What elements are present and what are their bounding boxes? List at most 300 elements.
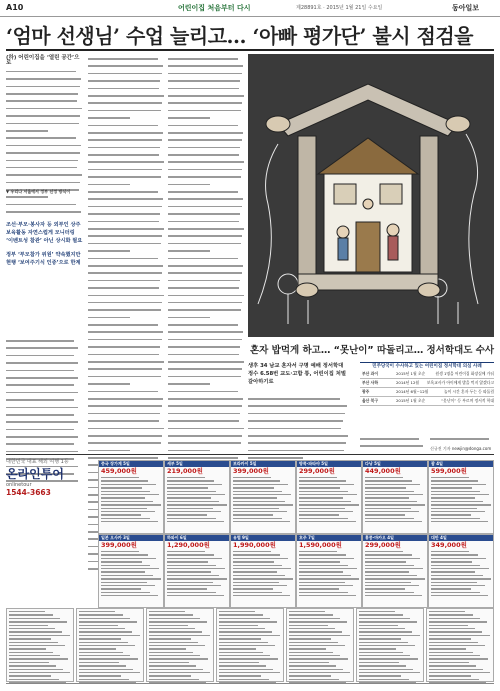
ad-text-line xyxy=(429,675,471,676)
ad-text-line xyxy=(219,635,280,636)
text-line xyxy=(248,442,348,447)
ad-text-line xyxy=(359,672,420,673)
text-line xyxy=(88,213,164,218)
ad-text-line xyxy=(101,511,155,512)
ad-text-line xyxy=(79,631,132,632)
text-line xyxy=(168,258,244,263)
text-line xyxy=(168,302,244,307)
text-line xyxy=(168,324,244,329)
ad-text-line xyxy=(233,585,287,586)
text-line xyxy=(88,139,164,144)
ad-brand-name: 온라인투어 xyxy=(6,467,64,481)
text-line xyxy=(88,280,164,285)
ad-text-line xyxy=(429,635,490,636)
text-line xyxy=(6,174,82,179)
ad-text-line xyxy=(429,614,473,615)
ad-text-line xyxy=(299,588,339,589)
ad-text-line xyxy=(429,672,490,673)
text-line xyxy=(168,287,244,292)
ad-text-line xyxy=(79,642,128,643)
main-headline: ‘엄마 선생님’ 수업 늘리고… ‘아빠 평가단’ 불시 점검을 xyxy=(6,24,473,48)
ad-text-line xyxy=(299,568,357,569)
ad-text-line xyxy=(219,658,278,659)
ad-text-line xyxy=(365,521,422,522)
text-line xyxy=(88,176,164,181)
text-line xyxy=(88,95,164,100)
ad-listing-block[interactable] xyxy=(286,608,354,682)
ad-text-line xyxy=(219,642,268,643)
ad-package[interactable] xyxy=(296,534,362,608)
ad-listing-block[interactable] xyxy=(426,608,494,682)
article-column-2 xyxy=(88,56,164,450)
ad-package-price: 399,000원 xyxy=(233,467,269,475)
ad-package-price: 1,590,000원 xyxy=(299,541,342,549)
ad-listing-block[interactable] xyxy=(6,608,74,682)
text-line xyxy=(6,392,82,397)
ad-text-line xyxy=(219,669,273,670)
table-cell-when: 2015년 1월 초순 xyxy=(396,371,426,376)
ad-text-line xyxy=(9,658,68,659)
text-line xyxy=(88,317,164,322)
ad-text-line xyxy=(233,554,280,555)
ad-text-line xyxy=(233,518,282,519)
text-line xyxy=(88,413,164,418)
ad-package-title: 세부 5일 xyxy=(165,461,229,467)
text-line xyxy=(168,391,244,396)
text-line xyxy=(168,110,244,115)
text-line xyxy=(88,235,164,240)
ad-text-line xyxy=(101,487,142,488)
ad-text-line xyxy=(365,595,422,596)
ad-text-line xyxy=(299,582,345,583)
ad-text-line xyxy=(365,558,420,559)
ad-package-title: 하와이 6일 xyxy=(165,535,229,541)
text-line xyxy=(88,80,164,85)
text-line xyxy=(6,377,82,382)
ad-text-line xyxy=(233,568,291,569)
ad-text-line xyxy=(9,614,53,615)
ad-text-line xyxy=(289,645,345,646)
ad-text-line xyxy=(359,618,410,619)
ad-package-title: 방콕·파타야 5일 xyxy=(297,461,361,467)
text-line xyxy=(168,250,244,255)
ad-package[interactable] xyxy=(230,534,296,608)
sub-article-headline: 혼자 밥먹게 하고… “못난이” 따돌리고… 정서학대도 수사 xyxy=(250,345,495,356)
ad-text-line xyxy=(431,578,491,579)
text-line xyxy=(168,213,244,218)
ad-text-line xyxy=(79,611,115,612)
text-line xyxy=(168,139,244,144)
ad-text-line xyxy=(9,618,60,619)
ad-text-line xyxy=(101,592,150,593)
ad-text-line xyxy=(429,665,476,666)
ad-text-line xyxy=(431,491,480,492)
ad-text-line xyxy=(233,487,274,488)
ad-text-line xyxy=(149,642,198,643)
ad-text-line xyxy=(233,514,273,515)
table-row xyxy=(360,379,494,388)
text-line xyxy=(88,309,164,314)
illustration-hands-house xyxy=(248,54,494,337)
article-kicker: (하) 어린이집을 ‘열린 공간’으로 xyxy=(6,55,80,67)
ad-text-line xyxy=(101,558,156,559)
article-column-5 xyxy=(360,436,424,452)
ad-package[interactable] xyxy=(230,460,296,534)
ad-listing-block[interactable] xyxy=(76,608,144,682)
ad-text-line xyxy=(299,514,339,515)
ad-text-line xyxy=(167,501,219,502)
text-line xyxy=(6,86,82,91)
table-cell-place: 부산 과이 xyxy=(362,371,378,376)
text-line xyxy=(6,196,82,201)
text-line xyxy=(248,420,348,425)
text-line xyxy=(88,376,164,381)
newspaper-name: 동아일보 xyxy=(452,4,480,12)
ad-text-line xyxy=(219,648,256,649)
text-line xyxy=(6,182,82,187)
ad-text-line xyxy=(233,588,273,589)
ad-text-line xyxy=(365,585,419,586)
text-line xyxy=(168,354,244,359)
ad-text-line xyxy=(299,518,348,519)
ad-text-line xyxy=(431,571,475,572)
text-line xyxy=(168,161,244,166)
ad-text-line xyxy=(9,631,62,632)
ad-text-line xyxy=(79,648,116,649)
ad-text-line xyxy=(79,645,135,646)
text-line xyxy=(88,88,164,93)
ad-text-line xyxy=(149,679,199,680)
ad-text-line xyxy=(79,652,123,653)
ad-text-line xyxy=(233,477,271,478)
text-line xyxy=(88,154,164,159)
ad-text-line xyxy=(149,625,188,626)
ad-package-price: 299,000원 xyxy=(299,467,335,475)
ad-package[interactable] xyxy=(296,460,362,534)
ad-text-line xyxy=(299,501,351,502)
ad-text-line xyxy=(365,568,423,569)
ad-text-line xyxy=(431,582,477,583)
ad-text-line xyxy=(429,625,468,626)
table-cell-desc: 원생 1명을 어린이집 화장실에 가둬 xyxy=(435,371,494,376)
ad-text-line xyxy=(365,504,425,505)
text-line xyxy=(88,302,164,307)
ad-package-title: 괌 4일 xyxy=(429,461,493,467)
ad-text-line xyxy=(365,518,414,519)
ad-text-line xyxy=(167,578,227,579)
text-line xyxy=(88,243,164,248)
table-row xyxy=(360,388,494,397)
ad-text-line xyxy=(101,568,159,569)
text-line xyxy=(88,339,164,344)
text-line xyxy=(168,413,244,418)
ad-text-line xyxy=(79,679,129,680)
ad-text-line xyxy=(9,652,53,653)
ad-text-line xyxy=(431,551,469,552)
ad-phone: 1544-3663 xyxy=(6,488,51,497)
ad-text-line xyxy=(9,655,60,656)
text-line xyxy=(168,376,244,381)
ad-text-line xyxy=(299,494,357,495)
ad-text-line xyxy=(219,652,263,653)
ad-text-line xyxy=(149,631,202,632)
ad-text-line xyxy=(79,618,130,619)
ad-text-line xyxy=(289,652,333,653)
text-line xyxy=(6,71,82,76)
ad-text-line xyxy=(219,614,263,615)
text-line xyxy=(88,354,164,359)
ad-text-line xyxy=(429,611,465,612)
ad-text-line xyxy=(9,662,49,663)
ad-text-line xyxy=(429,648,466,649)
ad-text-line xyxy=(359,675,401,676)
text-line xyxy=(88,398,164,403)
ad-text-line xyxy=(289,642,338,643)
ad-text-line xyxy=(365,494,423,495)
ad-text-line xyxy=(101,575,153,576)
text-line xyxy=(88,368,164,373)
ad-text-line xyxy=(431,511,485,512)
ad-text-line xyxy=(233,521,290,522)
hands-house-drawing xyxy=(248,54,494,337)
ad-text-line xyxy=(9,635,70,636)
ad-text-line xyxy=(219,628,265,629)
ad-text-line xyxy=(289,628,335,629)
ad-text-line xyxy=(299,554,346,555)
ad-text-line xyxy=(289,625,328,626)
ad-text-line xyxy=(365,592,414,593)
text-line xyxy=(6,167,82,172)
ad-text-line xyxy=(365,497,409,498)
ad-text-line xyxy=(9,628,55,629)
ad-text-line xyxy=(167,575,219,576)
ad-package[interactable] xyxy=(164,534,230,608)
ad-text-line xyxy=(167,588,207,589)
ad-text-line xyxy=(149,672,210,673)
ad-text-line xyxy=(101,504,161,505)
ad-text-line xyxy=(429,679,479,680)
article-subhead-3: 보육활동 자연스럽게 모니터링 xyxy=(6,230,75,236)
text-line xyxy=(88,221,164,226)
ad-text-line xyxy=(365,477,403,478)
article-subhead-2: 조선·부모·봉사자 등 외부인 상주 xyxy=(6,222,81,228)
ad-text-line xyxy=(167,511,221,512)
ad-text-line xyxy=(219,631,272,632)
ad-text-line xyxy=(149,645,205,646)
ad-text-line xyxy=(101,554,148,555)
ad-text-line xyxy=(9,665,56,666)
ad-text-line xyxy=(299,558,354,559)
ad-package-price: 219,000원 xyxy=(167,467,203,475)
ad-brand-sub: onlinetour xyxy=(6,482,32,488)
ad-text-line xyxy=(233,578,293,579)
ad-text-line xyxy=(359,645,415,646)
ad-text-line xyxy=(233,571,277,572)
text-line xyxy=(6,370,82,375)
ad-text-line xyxy=(101,508,147,509)
ad-text-line xyxy=(289,669,343,670)
ad-text-line xyxy=(167,484,222,485)
ad-text-line xyxy=(101,571,145,572)
ad-text-line xyxy=(233,508,279,509)
ad-text-line xyxy=(431,588,471,589)
text-line xyxy=(168,73,244,78)
text-line xyxy=(6,152,82,157)
ad-text-line xyxy=(365,487,406,488)
ad-text-line xyxy=(359,665,406,666)
text-line xyxy=(168,176,244,181)
ad-text-line xyxy=(167,551,205,552)
ad-package-title: 유럽 9일 xyxy=(231,535,295,541)
text-line xyxy=(88,383,164,388)
ad-text-line xyxy=(299,491,348,492)
ad-text-line xyxy=(429,658,488,659)
ad-text-line xyxy=(431,568,489,569)
ad-listing-block[interactable] xyxy=(146,608,214,682)
ad-text-line xyxy=(365,551,403,552)
ad-package[interactable] xyxy=(362,460,428,534)
ad-text-line xyxy=(429,628,475,629)
ad-package[interactable] xyxy=(164,460,230,534)
text-line xyxy=(168,206,244,211)
text-line xyxy=(88,132,164,137)
ad-text-line xyxy=(219,672,280,673)
ad-text-line xyxy=(429,662,469,663)
text-line xyxy=(6,340,82,345)
ad-text-line xyxy=(101,595,158,596)
text-line xyxy=(168,191,244,196)
ad-text-line xyxy=(431,497,475,498)
ad-listing-block[interactable] xyxy=(356,608,424,682)
ad-package-price: 1,990,000원 xyxy=(233,541,276,549)
ad-text-line xyxy=(9,669,63,670)
ad-text-line xyxy=(233,480,280,481)
ad-text-line xyxy=(149,665,196,666)
ad-text-line xyxy=(79,662,119,663)
ad-text-line xyxy=(365,508,411,509)
ad-package-price: 1,290,000원 xyxy=(167,541,210,549)
text-line xyxy=(6,429,82,434)
text-line xyxy=(6,108,82,113)
text-line xyxy=(248,435,348,440)
text-line xyxy=(6,130,82,135)
ad-text-line xyxy=(299,487,340,488)
ad-text-line xyxy=(365,561,406,562)
ad-text-line xyxy=(431,508,477,509)
ad-text-line xyxy=(79,665,126,666)
text-line xyxy=(168,428,244,433)
text-line xyxy=(88,287,164,292)
ad-package[interactable] xyxy=(98,460,164,534)
ad-text-line xyxy=(359,648,396,649)
text-line xyxy=(168,198,244,203)
text-line xyxy=(168,339,244,344)
ad-text-line xyxy=(101,484,156,485)
ad-text-line xyxy=(299,571,343,572)
footer-rule xyxy=(6,683,494,684)
ad-tagline: 대한민국 대표 해외 여행 1등 xyxy=(6,459,69,465)
ad-text-line xyxy=(359,611,395,612)
text-line xyxy=(88,184,164,189)
table-title: 민주당국이 수사하고 있는 어린이집 정서학대 의심 사례 xyxy=(372,364,482,369)
ad-text-line xyxy=(429,638,471,639)
text-line xyxy=(88,442,164,447)
text-line xyxy=(6,399,82,404)
ad-text-line xyxy=(101,491,150,492)
text-line xyxy=(88,405,164,410)
ad-text-line xyxy=(101,494,159,495)
ad-text-line xyxy=(167,508,213,509)
text-line xyxy=(168,295,244,300)
table-body xyxy=(360,370,494,406)
ad-text-line xyxy=(359,631,412,632)
ad-text-line xyxy=(219,679,269,680)
text-line xyxy=(88,331,164,336)
ad-text-line xyxy=(219,645,275,646)
ad-text-line xyxy=(219,625,258,626)
ad-text-line xyxy=(289,679,339,680)
ad-text-line xyxy=(289,614,333,615)
ad-listing-block[interactable] xyxy=(216,608,284,682)
ad-package[interactable] xyxy=(98,534,164,608)
ad-text-line xyxy=(101,521,158,522)
ad-text-line xyxy=(149,621,207,622)
ad-text-line xyxy=(431,487,472,488)
text-line xyxy=(88,324,164,329)
ad-text-line xyxy=(167,568,225,569)
text-line xyxy=(168,331,244,336)
text-line xyxy=(168,117,244,122)
text-line xyxy=(168,280,244,285)
ad-text-line xyxy=(167,582,213,583)
ad-text-line xyxy=(167,561,208,562)
ad-text-line xyxy=(9,625,48,626)
ad-text-line xyxy=(101,497,145,498)
ad-text-line xyxy=(79,635,140,636)
ad-text-line xyxy=(431,521,488,522)
text-line xyxy=(168,235,244,240)
ad-text-line xyxy=(429,631,482,632)
table-cell-place: 울산 북구 xyxy=(362,398,378,403)
ad-package[interactable] xyxy=(362,534,428,608)
text-line xyxy=(6,100,82,105)
ad-text-line xyxy=(9,645,65,646)
text-line xyxy=(168,442,244,447)
ad-text-line xyxy=(79,614,123,615)
ad-package[interactable] xyxy=(428,534,494,608)
ad-text-line xyxy=(431,501,483,502)
table-cell-place: 부산 사하 xyxy=(362,380,378,385)
text-line xyxy=(88,420,164,425)
ad-text-line xyxy=(79,628,125,629)
ad-text-line xyxy=(79,658,138,659)
headline-rule xyxy=(6,49,494,51)
ad-text-line xyxy=(219,675,261,676)
ad-text-line xyxy=(365,554,412,555)
ad-text-line xyxy=(79,669,133,670)
ad-text-line xyxy=(101,578,161,579)
text-line xyxy=(168,243,244,248)
ad-package[interactable] xyxy=(428,460,494,534)
ad-text-line xyxy=(9,679,59,680)
ad-text-line xyxy=(299,480,346,481)
ad-text-line xyxy=(167,480,214,481)
ad-text-line xyxy=(233,592,282,593)
ad-text-line xyxy=(101,551,139,552)
text-line xyxy=(6,347,82,352)
text-line xyxy=(168,368,244,373)
ad-package-title: 호주 7일 xyxy=(297,535,361,541)
